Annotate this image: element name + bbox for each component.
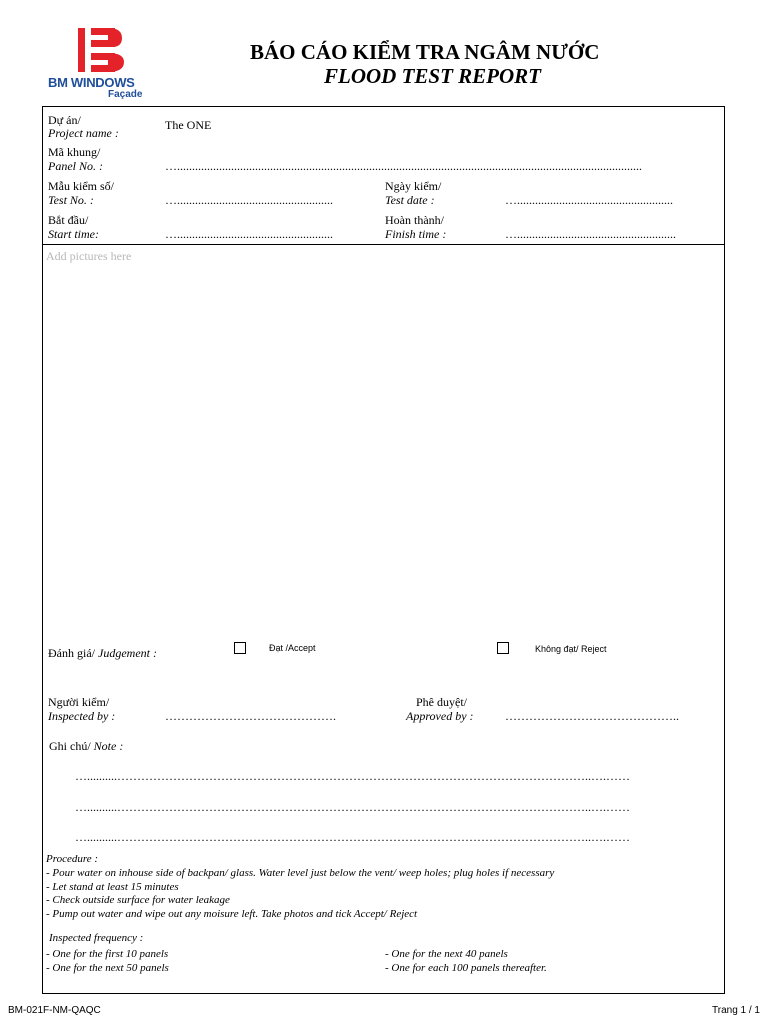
company-logo <box>46 26 150 104</box>
note-label <box>49 739 123 753</box>
procedure-step: - Pump out water and wipe out any moisure left. Take photos and tick Accept/ Reject <box>46 908 418 920</box>
title-english: FLOOD TEST REPORT <box>324 64 542 88</box>
report-body <box>42 243 725 994</box>
procedure-step: - Pour water on inhouse side of backpan/ glass. Water level just below the vent/ weep holes; plug holes if necessary <box>46 867 555 879</box>
note-label-vn: Ghi chú/ <box>49 739 91 753</box>
note-line-1[interactable]: …..........………………………………………………………………………………………………………..….…… <box>75 769 630 783</box>
logo-brand-text: BM WINDOWS <box>48 75 135 90</box>
accept-checkbox[interactable] <box>234 642 246 654</box>
judgement-label-en: Judgement : <box>98 646 157 660</box>
approved-by-field[interactable]: …………………………………….. <box>505 709 679 723</box>
frequency-item: - One for the first 10 panels <box>46 948 169 960</box>
start-time-field[interactable]: ….................................................... <box>165 227 333 241</box>
pictures-placeholder[interactable]: Add pictures here <box>46 249 132 263</box>
procedure-step: - Let stand at least 15 minutes <box>46 881 179 893</box>
finish-label-vn: Hoàn thành/ <box>385 213 444 227</box>
start-label-en: Start time: <box>48 227 99 241</box>
project-label-vn: Dự án/ <box>48 113 81 127</box>
start-label-vn: Bắt đầu/ <box>48 213 89 227</box>
procedure-title: Procedure : <box>46 853 99 865</box>
page-number: Trang 1 / 1 <box>712 1005 760 1016</box>
info-section <box>42 106 725 245</box>
logo-mark-icon <box>46 26 150 76</box>
note-line-3[interactable]: …..........………………………………………………………………………………………………………..….…… <box>75 830 630 844</box>
inspected-label-vn: Người kiểm/ <box>48 695 110 709</box>
title-vietnamese: BÁO CÁO KIỂM TRA NGÂM NƯỚC <box>250 40 600 64</box>
panel-label-en: Panel No. : <box>48 159 103 173</box>
note-line-2[interactable]: …..........………………………………………………………………………………………………………..….…… <box>75 800 630 814</box>
panel-value-field[interactable]: …........................................................................................................................................................... <box>165 159 642 173</box>
approved-label-vn: Phê duyệt/ <box>416 695 467 709</box>
test-date-label-vn: Ngày kiểm/ <box>385 179 442 193</box>
accept-label: Đạt /Accept <box>269 643 316 653</box>
note-label-en: Note : <box>93 739 124 753</box>
frequency-item: - One for the next 40 panels <box>385 948 508 960</box>
inspected-label-en: Inspected by : <box>48 709 116 723</box>
test-no-label-vn: Mẫu kiểm số/ <box>48 179 114 193</box>
finish-label-en: Finish time : <box>385 227 447 241</box>
frequency-item: - One for the next 50 panels <box>46 962 169 974</box>
test-no-field[interactable]: ….................................................... <box>165 193 333 207</box>
frequency-item: - One for each 100 panels thereafter. <box>385 962 547 974</box>
test-date-label-en: Test date : <box>385 193 435 207</box>
procedure-step: - Check outside surface for water leakage <box>46 894 230 906</box>
reject-label: Không đạt/ Reject <box>535 644 607 654</box>
test-date-field[interactable]: ….................................................... <box>505 193 673 207</box>
finish-time-field[interactable]: …..................................................... <box>505 227 676 241</box>
judgement-label-vn: Đánh giá/ <box>48 646 95 660</box>
project-label-en: Project name : <box>48 126 119 140</box>
project-value[interactable]: The ONE <box>165 118 212 132</box>
test-no-label-en: Test No. : <box>48 193 94 207</box>
reject-checkbox[interactable] <box>497 642 509 654</box>
logo-sub-text: Façade <box>108 89 143 100</box>
pictures-area[interactable] <box>43 243 724 628</box>
judgement-label <box>48 646 157 660</box>
panel-label-vn: Mã khung/ <box>48 145 101 159</box>
approved-label-en: Approved by : <box>406 709 474 723</box>
form-code: BM-021F-NM-QAQC <box>8 1005 101 1016</box>
inspected-by-field[interactable]: ……………………………………. <box>165 709 336 723</box>
frequency-title: Inspected frequency : <box>49 932 144 944</box>
